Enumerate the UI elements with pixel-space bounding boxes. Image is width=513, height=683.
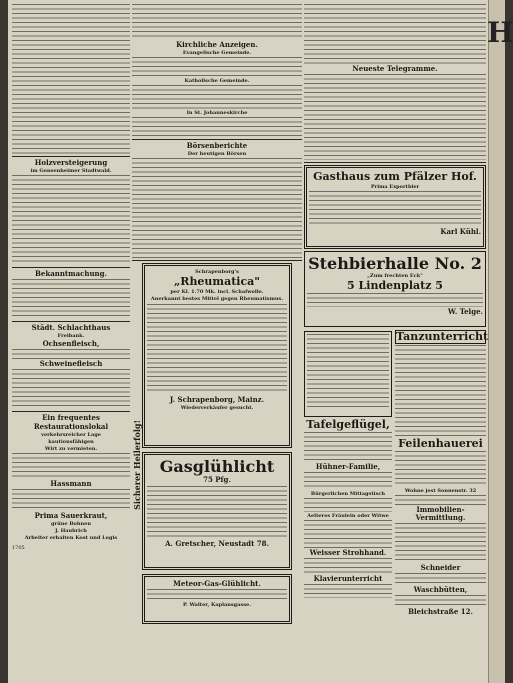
heading-feilenhauerei: Feilenhauerei — [398, 437, 483, 450]
heading-wohne: Wohne jest Sonnenstr. 32 — [404, 488, 477, 494]
heading-immobilien: Immobilien-Vermittlung. — [415, 505, 466, 522]
ad-gas-vendor: A. Gretscher, Neustadt 78. — [165, 539, 269, 548]
heading-bekanntmachung: Bekanntmachung. — [35, 269, 107, 278]
column-2 — [132, 0, 302, 628]
ad-meteor-title: Meteor-Gas-Glühlicht. — [173, 579, 261, 588]
heading-waschbuetten: Waschbütten, — [413, 585, 468, 594]
ad-gasthaus-sub: Prima Exportbier — [370, 184, 420, 190]
ad-meteor-vendor: P. Walter, Kaplansgasse. — [183, 602, 251, 608]
small-ad-box — [304, 331, 392, 417]
heading-telegramme: Neueste Telegramme. — [352, 64, 438, 73]
heading-bleichstrasse: Bleichstraße 12. — [408, 607, 473, 616]
heading-schlachthaus: Städt. Schlachthaus — [31, 323, 111, 332]
meteor-ad — [142, 574, 292, 624]
next-page-edge — [487, 0, 513, 683]
newspaper-page — [8, 0, 488, 683]
heading-restaurationslokal: Restaurationslokal — [33, 422, 109, 431]
ad-resellers: Wiederverkäufer gesucht. — [180, 405, 254, 411]
gasgluehlicht-ad — [142, 452, 292, 570]
heading-freibank: Freibank. — [57, 333, 85, 339]
heading-schweinefleisch: Schweinefleisch — [39, 359, 103, 368]
article-text-top — [12, 4, 130, 154]
heading-holzversteigerung: Holzversteigerung — [34, 158, 108, 167]
ad-brand: Schrapenborg's — [195, 269, 239, 275]
ad-subline: Anerkannt bestes Mittel gegen Rheumatismus. — [150, 296, 284, 302]
heading-arbeiter: Arbeiter erhalten Kost und Logis — [24, 535, 118, 541]
heading-boersenberichte: Börsenberichte — [186, 141, 248, 150]
ad-gasthaus-owner: Karl Kühl. — [440, 227, 481, 236]
subheading-kaution: kautionsfähigen — [48, 439, 94, 445]
subheading-lage: verkehrsreicher Lage — [41, 432, 101, 438]
ad-gas-price: 75 Pfg. — [203, 475, 231, 484]
next-page-letter: H — [487, 16, 513, 49]
subheading: im Gonsenheimer Stadtwald. — [30, 168, 112, 174]
heading-hassmann: Hassmann — [50, 479, 92, 488]
subheading-evangelisch: Evangelische Gemeinde. — [182, 50, 252, 56]
ad-company: J. Schrapenborg, Mainz. — [169, 395, 265, 404]
heading-tanzunterricht: Tanzunterricht — [396, 330, 489, 343]
subheading-boerse: Der heutigen Börsen — [187, 151, 247, 157]
heading-ochsenfleisch: Ochsenfleisch, — [42, 339, 100, 348]
heading-mittagstisch: Bürgerlichen Mittagstisch — [310, 491, 386, 497]
col3-right-sub — [395, 329, 489, 617]
ad-steh-address: 5 Lindenplatz 5 — [347, 279, 443, 292]
heading-tafelgefluegel: Tafelgeflügel, — [306, 418, 390, 431]
side-text-left: Sicherer Heilerfolg! — [132, 420, 142, 510]
subheading-bohnen: grüne Bohnen — [51, 521, 91, 527]
pfaelzer-hof-ad — [304, 165, 486, 249]
rheumatica-ad — [142, 263, 292, 448]
heading-strohhand: Weisser Strohhand. — [309, 548, 387, 557]
subheading-johanneskirche: In St. Johanneskirche — [186, 110, 248, 116]
ad-steh-owner: W. Telge. — [448, 307, 483, 316]
col3-left-sub — [304, 329, 392, 617]
ad-gas-title: Gasglühlicht — [159, 457, 275, 476]
heading-frequentes: Ein frequentes — [42, 413, 100, 422]
ad-product: „Rheumatica" — [173, 275, 261, 288]
column-1 — [12, 0, 130, 551]
ad-steh-title: Stehbierhalle No. 2 — [308, 254, 482, 273]
market-table — [132, 158, 302, 258]
advertiser-name: J. Haubrich — [55, 528, 87, 534]
heading-huehner: Hühner-Familie, — [315, 462, 381, 471]
heading-fraeulein: Aelteres Fräulein oder Witwe — [307, 513, 389, 519]
heading-schneider: Schneider — [420, 563, 461, 572]
column-3 — [304, 0, 489, 617]
subheading-katholisch: Katholische Gemeinde. — [184, 78, 250, 84]
ad-steh-sub: „Zum frechten Eck" — [367, 273, 423, 279]
ad-price: per Kl. 1.70 Mk. incl. Schafwolle. — [170, 289, 264, 295]
subheading-wirt: Wirt zu vermieten. — [44, 446, 98, 452]
page-number: 1705 — [12, 545, 25, 551]
ad-gasthaus-title: Gasthaus zum Pfälzer Hof. — [313, 170, 477, 183]
heading-kirchliche-anzeigen: Kirchliche Anzeigen. — [176, 40, 258, 49]
heading-klavierunterricht: Klavierunterricht — [313, 574, 383, 583]
stehbierhalle-ad — [304, 251, 486, 327]
heading-sauerkraut: Prima Sauerkraut, — [34, 511, 108, 520]
